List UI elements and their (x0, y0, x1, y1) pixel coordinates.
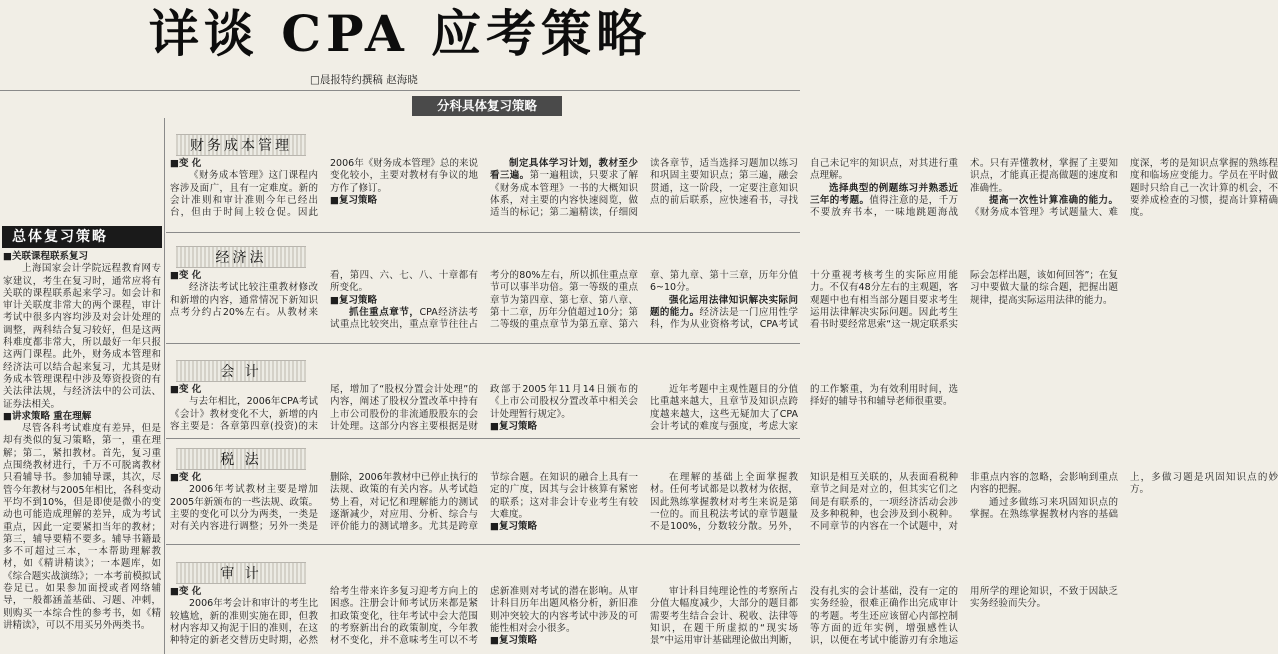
row-divider-3 (166, 438, 800, 439)
audit-change-text: 2006年考会计和审计的考生比较尴尬，新的准则实施在即，但教材内容却又拘泥于旧的准则，在这种特定的新老交替历史时期，必然给考生带来许多复习迎考方向上的困惑。注册会计师考试历来都是紧扣政策变化，往年考试中会大范围的考察新出台的政策制度，今年教材不变化，并不意味考生可以不考虑新准则对考试的潜在影响。从审计科目历年出题风格分析，新旧准则冲突较大的内容考试中涉及的可能性相对会小很多。 (170, 586, 638, 647)
section-banner: 分科具体复习策略 (412, 96, 562, 116)
row-divider-1 (166, 232, 800, 233)
accounting-change-text: 与去年相比，2006年CPA考试《会计》教材变化不大，新增的内容主要是：各章第四章(投资)的末尾，增加了“股权分置会计处理”的内容，阐述了股权分置改革中持有上市公司股份的非流通股股东的会计处理。这部分内容主要根据是财政部于2005年11月14日颁布的《上市公司股权分置改革中相关会计处理暂行规定》。 (170, 384, 638, 432)
overall-paragraph-2: 尽管各科考试难度有差异，但是却有类似的复习策略，第一，重在理解；第二，紧扣教材。首先，复习重点围绕教材进行，千万不可脱离教材只看辅导书。参加辅导课，其次，尽管今年教材与2005年相比，各科变动平均不到10%，但是即使是微小的变动也可能造成理解的差异，成为考试重点，因此一定要紧扣当年的教材；第三，辅导要精不要多。辅导书籍最多不可超过三本，一本帮助理解教材，如《精讲精读》；一本题库，如《综合题实战演练》；一本考前模拟试卷足已。如果参加面授或者网络辅导，一般都涵盖基础、习题、冲刺，则购买一本综合性的参考书，如《精讲精读》，可以不用买另外两类书。 (3, 423, 161, 631)
audit-title: 审 计 (176, 562, 306, 584)
economic-law-apply-lead: 强化运用法律知识解决实际问题的能力。 (650, 294, 798, 318)
row-divider-4 (166, 544, 800, 545)
accounting-strategy-text: 近年考题中主观性题目的分值比重越来越大，且章节及知识点跨度越来越大，这些无疑加大了CPA会计考试的难度与强度，考虑大家的工作繁重，为有效利用时间，选择好的辅导书和辅导老师很重要。 (650, 384, 958, 432)
financial-examples-lead: 选择典型的例题练习并熟悉近三年的考题。 (810, 182, 958, 206)
economic-law-change-heading: ■变 化 (170, 270, 202, 281)
overall-strategy-title: 总体复习策略 (2, 226, 162, 248)
audit-strategy-heading: ■复习策略 (490, 635, 537, 647)
economic-law-apply-text: 经济法是一门应用性学科，作为从业资格考试，CPA考试十分重视考核考生的实际应用能力。不仅有48分左右的主观题，客观题中也有相当部分题目要求考生运用法律解决实际问题。因此考生看书时要经常思索“这一规定联系实际会怎样出题，该如何回答”；在复习中要做大量的综合题，把握出题规律，提高实际运用法律的能力。 (650, 270, 1118, 331)
audit-section-body (170, 586, 1118, 652)
financial-strategy-heading: ■复习策略 (330, 194, 377, 206)
economic-law-key-text: CPA经济法考试重点比较突出，重点章节往往占考分的80%左右，所以抓住重点章节可以事半功倍。第一等级的重点章节为第四章、第七章、第八章、第十二章，历年分值超过10分；第二等级的重点章节为第五章、第六章、第九章、第十三章，历年分值6~10分。 (330, 270, 798, 331)
financial-strategy-text: 第一遍粗读，只要求了解《财务成本管理》一书的大概知识体系，对主要的内容快速阅览，做适当的标记；第二遍精读，仔细阅读各章节，适当选择习题加以练习和巩固主要知识点；第三遍，融会贯通，这一阶段，一定要注意知识点的前后联系，应快速看书，寻找自己未记牢的知识点，对其进行重点理解。 (490, 158, 958, 219)
economic-law-strategy-heading: ■复习策略 (330, 294, 377, 306)
economic-law-change-text: 经济法考试比较注重教材修改和新增的内容，通常情况下新知识点考分约占20%左右。从教材来看，第四、六、七、八、十章都有所变化。 (170, 270, 478, 318)
economic-law-section-body (170, 270, 1118, 341)
economic-law-key-lead: 抓住重点章节， (349, 306, 420, 318)
tax-section-body (170, 472, 1278, 542)
overall-heading-1: ■关联课程联系复习 (3, 251, 88, 262)
economic-law-title: 经济法 (176, 246, 306, 268)
tax-strategy-text: 在理解的基础上全面掌握教材。任何考试都是以教材为依据，因此熟练掌握教材对考生来说是第一位的。而且税法考试的章节题量不是100%，分数较分散。另外，知识是相互关联的，从表面看税种章节之间是对立的，但其实它们之间是有联系的，一项经济活动会涉及多种税种，也会涉及到小税种。不同章节的内容在一个试题中，对非重点内容的忽略，会影响到重点内容的把握。 (650, 472, 1118, 533)
row-divider-2 (166, 343, 800, 344)
accounting-change-heading: ■变 化 (170, 384, 202, 395)
financial-accuracy-lead: 提高一次性计算准确的能力。 (989, 194, 1118, 206)
tax-change-heading: ■变 化 (170, 472, 202, 483)
accounting-title: 会 计 (176, 360, 306, 382)
tax-change-text: 2006年考试教材主要是增加2005年新颁布的一些法规、政策。主要的变化可以分为两类，一类是对有关内容进行调整；另外一类是删除，2006年教材中已停止执行的法规、政策的有关内容。从考试趋势上看，对记忆和理解能力的测试逐渐减少，对应用、分析、综合与评价能力的测试增多。尤其是跨章节综合题。在知识的融合上具有一定的广度，因其与会计核算有紧密的联系；这对非会计专业考生有较大难度。 (170, 472, 638, 533)
financial-strategy-lead: 制定具体学习计划，教材至少看三遍。 (490, 158, 638, 182)
overall-strategy-column (3, 251, 161, 653)
column-divider (164, 118, 165, 654)
tax-practice-text: 通过多做练习来巩固知识点的掌握。在熟练掌握教材内容的基础上，多做习题是巩固知识点的妙方。 (970, 472, 1278, 520)
overall-paragraph-1: 上海国家会计学院远程教育网专家建议，考生在复习时，通常应将有关联的课程联系起来学习。如会计和审计关联度非常大的两个课程，审计考试中很多内容均涉及对会计处理的调整，两科结合复习较好，但是这两科难度都非常大，所以最好一年只报这两门课程。此外，财务成本管理和经济法可以结合起来复习，尤其是财务成本管理课程中涉及筹资投资的有关法律法规，与经济法中的公司法、证券法相关。 (3, 263, 161, 410)
accounting-section-body (170, 384, 958, 436)
header-rule (0, 90, 800, 91)
tax-title: 税 法 (176, 448, 306, 470)
accounting-strategy-heading: ■复习策略 (490, 420, 537, 432)
byline: □晨报特约撰稿 赵海晓 (310, 74, 418, 86)
tax-strategy-heading: ■复习策略 (490, 521, 537, 533)
financial-title: 财务成本管理 (176, 134, 306, 156)
audit-strategy-text: 审计科目纯理论性的考察所占分值大幅度减少，大部分的题目都需要考生结合会计、税收、法律等知识，在题干所虚拟的“现实场景”中运用审计基础理论做出判断，没有扎实的会计基础，没有一定的实务经验，很难正确作出完成审计的考题。考生还应该留心内部控制等方面的近年实例，增强感性认识，以便在考试中能游刃有余地运用所学的理论知识，不致于因缺乏实务经验而失分。 (650, 586, 1118, 647)
audit-change-heading: ■变 化 (170, 586, 202, 597)
overall-heading-2: ■讲求策略 重在理解 (3, 410, 92, 422)
article-headline: 详谈 CPA 应考策略 (148, 4, 652, 63)
financial-accuracy-text: 《财务成本管理》考试题量大、难度深，考的是知识点掌握的熟练程度和临场应变能力。学员在平时做题时只给自己一次计算的机会，不要养成检查的习惯，提高计算精确度。 (970, 158, 1278, 219)
financial-examples-text: 值得注意的是，千万不要放弃书本，一味地跳题海战术。只有弄懂教材，掌握了主要知识点，才能真正提高做题的速度和准确性。 (810, 158, 1118, 219)
financial-change-heading: ■变 化 (170, 158, 202, 169)
financial-change-text: 《财务成本管理》这门课程内容涉及面广，且有一定难度。新的会计准则和审计准则今年已经出台，但由于时间上较仓促。因此2006年《财务成本管理》总的来说变化较小，主要对教材有争议的地方作了修订。 (170, 158, 478, 219)
financial-section-body (170, 158, 1278, 230)
